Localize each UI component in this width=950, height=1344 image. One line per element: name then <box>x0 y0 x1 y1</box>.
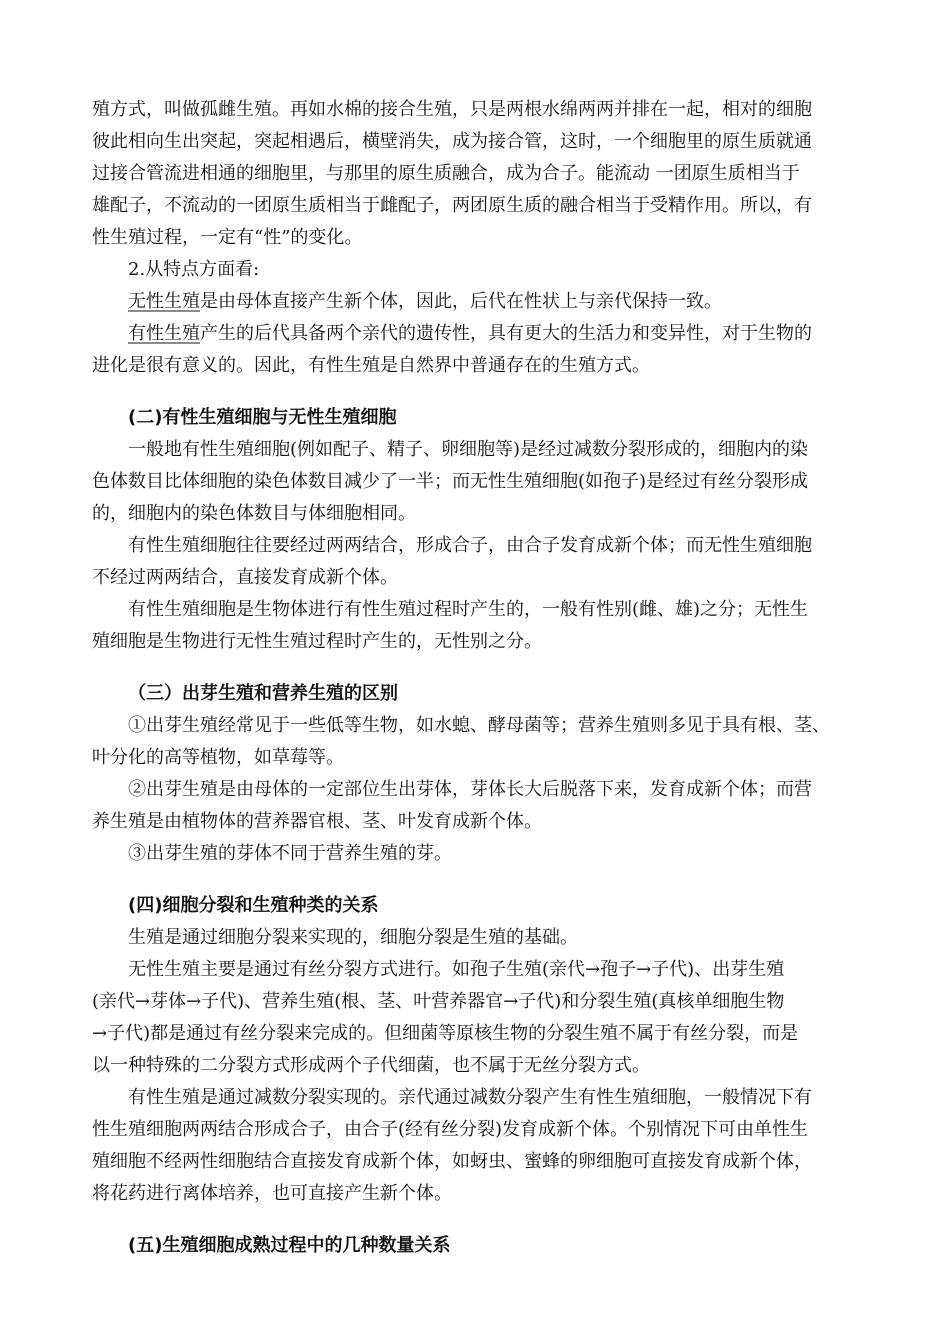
section-heading-3: （三）出芽生殖和营养生殖的区别 <box>128 683 398 704</box>
body-line: 无性生殖主要是通过有丝分裂方式进行。如孢子生殖(亲代→孢子→子代)、出芽生殖 <box>128 959 785 980</box>
body-line: 有性生殖细胞往往要经过两两结合，形成合子，由合子发育成新个体；而无性生殖细胞 <box>128 535 812 556</box>
body-line: 养生殖是由植物体的营养器官根、茎、叶发育成新个体。 <box>92 811 542 832</box>
paragraph-asexual <box>92 286 864 318</box>
body-line: 不经过两两结合，直接发育成新个体。 <box>92 567 398 588</box>
asexual-text: 是由母体直接产生新个体，因此，后代在性状上与亲代保持一致。 <box>200 291 722 312</box>
body-line: ②出芽生殖是由母体的一定部位生出芽体，芽体长大后脱落下来，发育成新个体；而营 <box>128 779 812 800</box>
body-line: 性生殖细胞两两结合形成合子，由合子(经有丝分裂)发育成新个体。个别情况下可由单性生 <box>92 1119 809 1140</box>
term-asexual: 无性生殖 <box>128 291 200 312</box>
body-line: 的，细胞内的染色体数目与体细胞相同。 <box>92 503 416 524</box>
body-line: 进化是很有意义的。因此，有性生殖是自然界中普通存在的生殖方式。 <box>92 355 650 376</box>
body-line: ③出芽生殖的芽体不同于营养生殖的芽。 <box>128 843 452 864</box>
body-line: 性生殖过程，一定有“性”的变化。 <box>92 227 363 248</box>
section-heading-2: (二)有性生殖细胞与无性生殖细胞 <box>128 407 397 428</box>
body-line: 将花药进行离体培养，也可直接产生新个体。 <box>92 1183 452 1204</box>
sexual-text: 产生的后代具备两个亲代的遗传性，具有更大的生活力和变异性，对于生物的 <box>200 323 812 344</box>
document-page <box>92 94 864 1262</box>
body-line: 生殖是通过细胞分裂来实现的，细胞分裂是生殖的基础。 <box>128 927 578 948</box>
body-line: 以一种特殊的二分裂方式形成两个子代细菌，也不属于无丝分裂方式。 <box>92 1055 650 1076</box>
body-line: (亲代→芽体→子代)、营养生殖(根、茎、叶营养器官→子代)和分裂生殖(真核单细胞生物 <box>92 991 785 1012</box>
term-sexual: 有性生殖 <box>128 323 200 344</box>
paragraph-sexual <box>92 318 864 350</box>
body-line: →子代)都是通过有丝分裂来完成的。但细菌等原核生物的分裂生殖不属于有丝分裂，而是 <box>92 1023 799 1044</box>
body-line: 叶分化的高等植物，如草莓等。 <box>92 747 344 768</box>
body-line: 一般地有性生殖细胞(例如配子、精子、卵细胞等)是经过减数分裂形成的，细胞内的染 <box>128 439 809 460</box>
body-line: 彼此相向生出突起，突起相遇后，横壁消失，成为接合管，这时，一个细胞里的原生质就通 <box>92 131 812 152</box>
section-heading-5: (五)生殖细胞成熟过程中的几种数量关系 <box>128 1235 451 1256</box>
section-heading-4: (四)细胞分裂和生殖种类的关系 <box>128 895 379 916</box>
body-line: ①出芽生殖经常见于一些低等生物，如水螅、酵母菌等；营养生殖则多见于具有根、茎、 <box>128 715 830 736</box>
body-line: 雄配子，不流动的一团原生质相当于雌配子，两团原生质的融合相当于受精作用。所以，有 <box>92 195 812 216</box>
body-line: 色体数目比体细胞的染色体数目减少了一半；而无性生殖细胞(如孢子)是经过有丝分裂形成 <box>92 471 809 492</box>
body-line: 过接合管流进相通的细胞里，与那里的原生质融合，成为合子。能流动 一团原生质相当于 <box>92 163 800 184</box>
body-line: 有性生殖是通过减数分裂实现的。亲代通过减数分裂产生有性生殖细胞，一般情况下有 <box>128 1087 812 1108</box>
subheading-characteristics: 2.从特点方面看: <box>128 259 260 280</box>
body-line: 殖细胞是生物进行无性生殖过程时产生的，无性别之分。 <box>92 631 542 652</box>
body-line: 有性生殖细胞是生物体进行有性生殖过程时产生的，一般有性别(雌、雄)之分；无性生 <box>128 599 809 620</box>
body-line: 殖细胞不经两性细胞结合直接发育成新个体，如蚜虫、蜜蜂的卵细胞可直接发育成新个体， <box>92 1151 812 1172</box>
body-line: 殖方式，叫做孤雌生殖。再如水棉的接合生殖，只是两根水绵两两并排在一起，相对的细胞 <box>92 99 812 120</box>
